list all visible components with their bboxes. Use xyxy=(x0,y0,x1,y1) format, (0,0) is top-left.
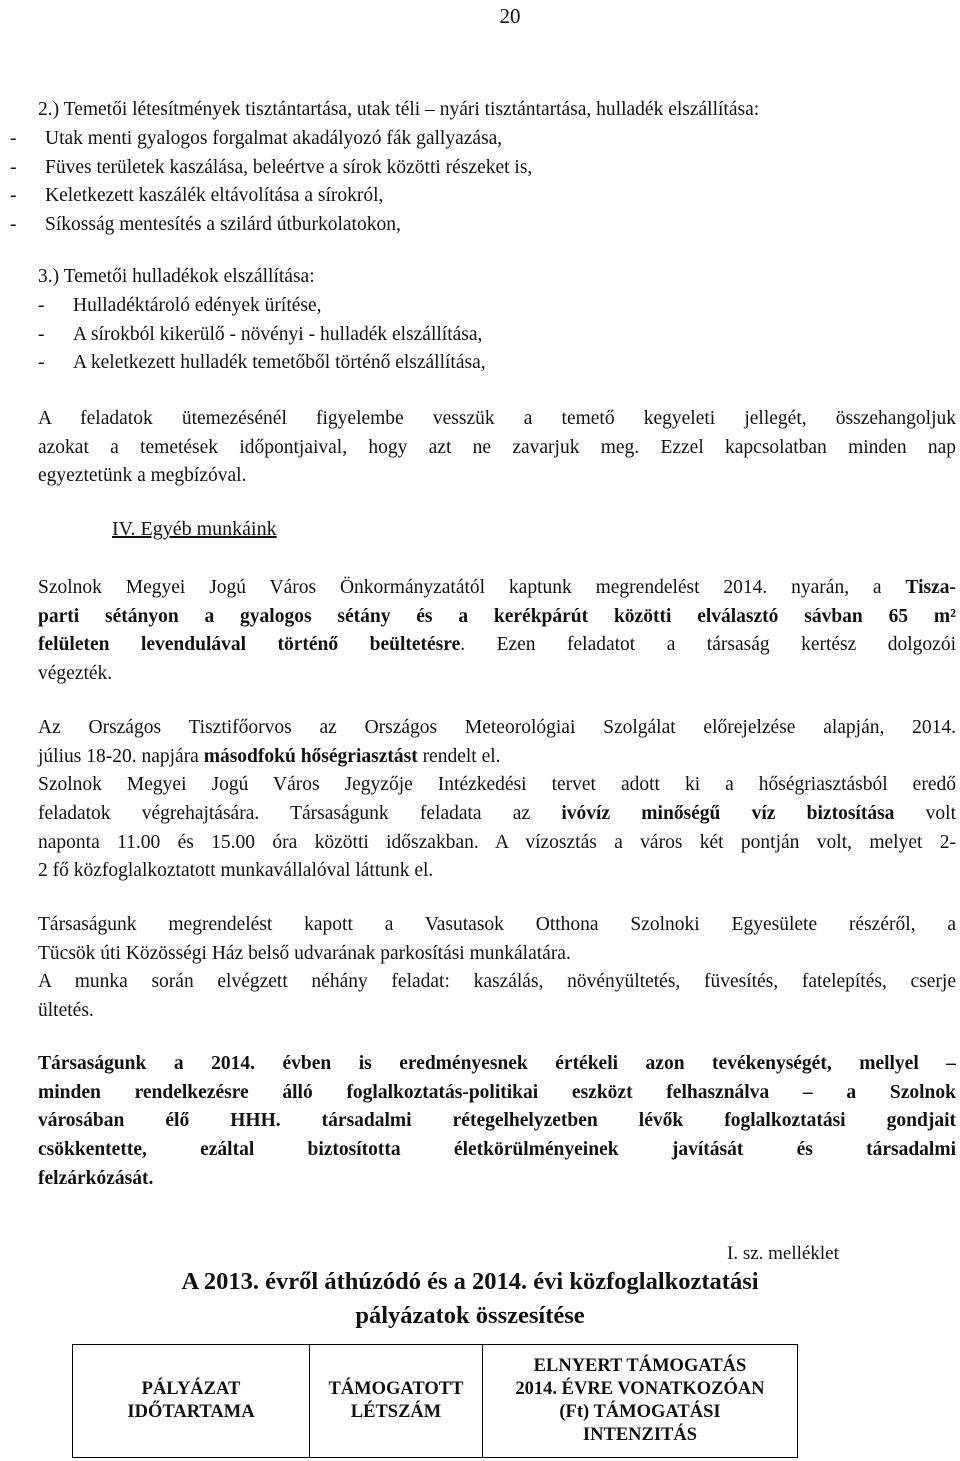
paragraph-line: feladatok végrehajtására. Társaságunk feladata az ivóvíz minőségű víz biztosítása volt xyxy=(38,803,956,824)
column-header: PÁLYÁZAT IDŐTARTAMA xyxy=(73,1345,310,1458)
paragraph-line: Az Országos Tisztifőorvos az Országos Meteorológiai Szolgálat előrejelzése alapján, 2014. xyxy=(38,717,956,738)
paragraph-line: Tücsök úti Közösségi Ház belső udvarának parkosítási munkálatára. xyxy=(38,943,571,964)
annex-title: A 2013. évről áthúzódó és a 2014. évi közfoglalkoztatási xyxy=(181,1268,759,1295)
paragraph-line: egyeztetünk a megbízóval. xyxy=(38,465,247,486)
annex-label: I. sz. melléklet xyxy=(727,1243,839,1264)
paragraph-line: felületen levendulával történő beültetésre. Ezen feladatot a társaság kertész dolgozói xyxy=(38,634,956,655)
list-item: - A sírokból kikerülő - növényi - hulladék elszállítása, xyxy=(38,324,483,345)
column-header: TÁMOGATOTT LÉTSZÁM xyxy=(310,1345,483,1458)
paragraph-line: A feladatok ütemezésénél figyelembe vesszük a temető kegyeleti jellegét, összehangoljuk xyxy=(38,408,956,429)
paragraph-line: ültetés. xyxy=(38,1000,94,1021)
section2-title: 2.) Temetői létesítmények tisztántartása, utak téli – nyári tisztántartása, hulladék elszállítása: xyxy=(38,99,760,120)
list-item: - Hulladéktároló edények ürítése, xyxy=(38,295,322,316)
section-heading: IV. Egyéb munkáink xyxy=(112,518,277,540)
paragraph-line: 2 fő közfoglalkoztatott munkavállalóval láttunk el. xyxy=(38,860,434,881)
annex-subtitle: pályázatok összesítése xyxy=(355,1302,585,1329)
paragraph-line: Társaságunk a 2014. évben is eredményesnek értékeli azon tevékenységét, mellyel – xyxy=(38,1053,956,1074)
table-header-row xyxy=(73,1345,798,1458)
list-item: - Síkosság mentesítés a szilárd útburkolatokon, xyxy=(10,214,401,235)
paragraph-line: július 18-20. napjára másodfokú hőségriasztást rendelt el. xyxy=(38,746,501,767)
page-number: 20 xyxy=(499,4,521,28)
paragraph-line: Társaságunk megrendelést kapott a Vasutasok Otthona Szolnoki Egyesülete részéről, a xyxy=(38,914,956,935)
list-item: - A keletkezett hulladék temetőből történő elszállítása, xyxy=(38,352,486,373)
list-item: - Füves területek kaszálása, beleértve a sírok közötti részeket is, xyxy=(10,157,533,178)
summary-table xyxy=(72,1344,798,1458)
paragraph-line: minden rendelkezésre álló foglalkoztatás-politikai eszközt felhasználva – a Szolnok xyxy=(38,1082,956,1103)
paragraph-line: Szolnok Megyei Jogú Város Önkormányzatától kaptunk megrendelést 2014. nyarán, a Tisza- xyxy=(38,577,956,598)
list-item: - Keletkezett kaszálék eltávolítása a sírokról, xyxy=(10,185,384,206)
section3-title: 3.) Temetői hulladékok elszállítása: xyxy=(38,266,315,287)
paragraph-line: csökkentette, ezáltal biztosította életkörülményeinek javítását és társadalmi xyxy=(38,1139,956,1160)
paragraph-line: Szolnok Megyei Jogú Város Jegyzője Intézkedési tervet adott ki a hőségriasztásból eredő xyxy=(38,774,956,795)
paragraph-line: városában élő HHH. társadalmi rétegelhelyzetben lévők foglalkoztatási gondjait xyxy=(38,1110,956,1131)
paragraph-line: naponta 11.00 és 15.00 óra közötti időszakban. A vízosztás a város két pontján volt, melyet 2- xyxy=(38,832,956,853)
column-header: ELNYERT TÁMOGATÁS 2014. ÉVRE VONATKOZÓAN (Ft) TÁMOGATÁSI INTENZITÁS xyxy=(483,1345,798,1458)
list-item: - Utak menti gyalogos forgalmat akadályozó fák gallyazása, xyxy=(10,128,503,149)
paragraph-line: felzárkózását. xyxy=(38,1168,154,1189)
paragraph-line: parti sétányon a gyalogos sétány és a kerékpárút közötti elválasztó sávban 65 m² xyxy=(38,606,956,627)
paragraph-line: végezték. xyxy=(38,663,113,684)
paragraph-line: azokat a temetések időpontjaival, hogy azt ne zavarjuk meg. Ezzel kapcsolatban minden nap xyxy=(38,437,956,458)
paragraph-line: A munka során elvégzett néhány feladat: kaszálás, növényültetés, füvesítés, fatelepítés, cserje xyxy=(38,971,956,992)
